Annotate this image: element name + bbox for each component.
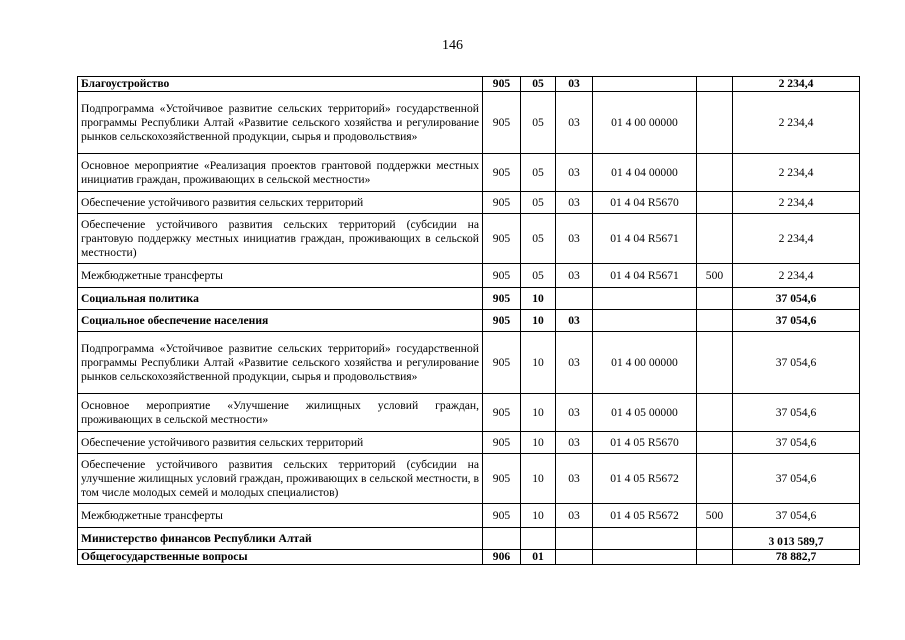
row-expense-type [697, 214, 733, 264]
row-ministry-code [483, 528, 521, 550]
row-amount: 37 054,6 [733, 394, 860, 432]
row-section-code: 05 [521, 214, 556, 264]
row-ministry-code: 905 [483, 332, 521, 394]
budget-table-body [78, 77, 860, 565]
budget-table [77, 76, 860, 565]
row-name: Основное мероприятие «Улучшение жилищных условий граждан, проживающих в сельской местности» [78, 394, 483, 432]
row-amount: 2 234,4 [733, 214, 860, 264]
row-expense-type [697, 288, 733, 310]
row-subsection-code: 03 [556, 394, 593, 432]
row-name: Общегосударственные вопросы [78, 550, 483, 565]
row-section-code: 05 [521, 192, 556, 214]
table-row [78, 332, 860, 394]
row-name: Основное мероприятие «Реализация проектов грантовой поддержки местных инициатив граждан, проживающих в сельской местности» [78, 154, 483, 192]
row-target-article [593, 550, 697, 565]
row-section-code: 05 [521, 264, 556, 288]
table-row [78, 154, 860, 192]
row-target-article: 01 4 05 R5672 [593, 504, 697, 528]
row-name: Социальное обеспечение населения [78, 310, 483, 332]
row-ministry-code: 905 [483, 288, 521, 310]
row-amount: 2 234,4 [733, 192, 860, 214]
row-ministry-code: 905 [483, 214, 521, 264]
row-section-code: 05 [521, 92, 556, 154]
row-subsection-code: 03 [556, 432, 593, 454]
row-target-article: 01 4 00 00000 [593, 332, 697, 394]
row-expense-type [697, 394, 733, 432]
row-expense-type [697, 432, 733, 454]
row-name: Обеспечение устойчивого развития сельских территорий (субсидии на улучшение жилищных условий граждан, проживающих в сельской местности, в том числе молодых семей и молодых специалистов) [78, 454, 483, 504]
row-subsection-code: 03 [556, 504, 593, 528]
row-subsection-code: 03 [556, 92, 593, 154]
row-expense-type [697, 154, 733, 192]
row-expense-type [697, 92, 733, 154]
row-subsection-code [556, 550, 593, 565]
row-name: Подпрограмма «Устойчивое развитие сельских территорий» государственной программы Республики Алтай «Развитие сельского хозяйства и регулирование рынков сельскохозяйственной продукции, сырья и продовольствия» [78, 332, 483, 394]
row-section-code: 10 [521, 310, 556, 332]
row-ministry-code: 905 [483, 154, 521, 192]
row-expense-type [697, 454, 733, 504]
row-ministry-code: 905 [483, 432, 521, 454]
row-expense-type [697, 528, 733, 550]
row-target-article [593, 288, 697, 310]
row-amount: 37 054,6 [733, 310, 860, 332]
row-expense-type [697, 550, 733, 565]
row-section-code: 10 [521, 288, 556, 310]
row-section-code: 10 [521, 504, 556, 528]
row-subsection-code: 03 [556, 192, 593, 214]
table-row [78, 504, 860, 528]
table-row [78, 192, 860, 214]
row-name: Социальная политика [78, 288, 483, 310]
row-amount: 37 054,6 [733, 332, 860, 394]
row-expense-type: 500 [697, 504, 733, 528]
row-target-article: 01 4 05 R5670 [593, 432, 697, 454]
row-ministry-code: 905 [483, 310, 521, 332]
row-subsection-code: 03 [556, 264, 593, 288]
row-section-code: 10 [521, 394, 556, 432]
row-target-article: 01 4 04 R5671 [593, 264, 697, 288]
table-row [78, 528, 860, 550]
row-section-code: 10 [521, 432, 556, 454]
row-target-article [593, 77, 697, 92]
row-expense-type [697, 192, 733, 214]
row-target-article [593, 528, 697, 550]
table-row [78, 310, 860, 332]
row-name: Министерство финансов Республики Алтай [78, 528, 483, 550]
row-section-code: 01 [521, 550, 556, 565]
row-ministry-code: 905 [483, 504, 521, 528]
row-section-code: 10 [521, 454, 556, 504]
table-row [78, 264, 860, 288]
row-expense-type [697, 310, 733, 332]
table-row [78, 77, 860, 92]
table-row [78, 432, 860, 454]
table-row [78, 288, 860, 310]
row-section-code: 10 [521, 332, 556, 394]
row-subsection-code: 03 [556, 154, 593, 192]
row-amount: 37 054,6 [733, 432, 860, 454]
row-expense-type [697, 332, 733, 394]
row-ministry-code: 905 [483, 394, 521, 432]
row-amount: 37 054,6 [733, 504, 860, 528]
row-section-code: 05 [521, 154, 556, 192]
row-target-article: 01 4 00 00000 [593, 92, 697, 154]
row-amount: 78 882,7 [733, 550, 860, 565]
row-amount: 2 234,4 [733, 154, 860, 192]
row-ministry-code: 905 [483, 264, 521, 288]
row-amount: 3 013 589,7 [733, 528, 860, 550]
row-name: Обеспечение устойчивого развития сельских территорий (субсидии на грантовую поддержку местных инициатив граждан, проживающих в сельской местности) [78, 214, 483, 264]
row-section-code: 05 [521, 77, 556, 92]
row-subsection-code: 03 [556, 77, 593, 92]
row-name: Межбюджетные трансферты [78, 264, 483, 288]
row-name: Межбюджетные трансферты [78, 504, 483, 528]
row-name: Благоустройство [78, 77, 483, 92]
row-ministry-code: 905 [483, 77, 521, 92]
row-subsection-code: 03 [556, 454, 593, 504]
table-row [78, 454, 860, 504]
row-subsection-code: 03 [556, 332, 593, 394]
row-target-article [593, 310, 697, 332]
row-target-article: 01 4 04 00000 [593, 154, 697, 192]
row-subsection-code: 03 [556, 310, 593, 332]
row-subsection-code [556, 288, 593, 310]
row-target-article: 01 4 05 00000 [593, 394, 697, 432]
row-section-code [521, 528, 556, 550]
row-name: Подпрограмма «Устойчивое развитие сельских территорий» государственной программы Республики Алтай «Развитие сельского хозяйства и регулирование рынков сельскохозяйственной продукции, сырья и продовольствия» [78, 92, 483, 154]
row-name: Обеспечение устойчивого развития сельских территорий [78, 432, 483, 454]
table-row [78, 550, 860, 565]
row-amount: 2 234,4 [733, 264, 860, 288]
row-ministry-code: 905 [483, 454, 521, 504]
row-ministry-code: 905 [483, 92, 521, 154]
row-target-article: 01 4 04 R5671 [593, 214, 697, 264]
table-row [78, 394, 860, 432]
row-amount: 2 234,4 [733, 77, 860, 92]
row-expense-type [697, 77, 733, 92]
row-ministry-code: 905 [483, 192, 521, 214]
row-amount: 37 054,6 [733, 288, 860, 310]
page-number: 146 [442, 38, 463, 53]
table-row [78, 214, 860, 264]
table-row [78, 92, 860, 154]
row-amount: 2 234,4 [733, 92, 860, 154]
row-ministry-code: 906 [483, 550, 521, 565]
row-subsection-code: 03 [556, 214, 593, 264]
row-target-article: 01 4 04 R5670 [593, 192, 697, 214]
row-target-article: 01 4 05 R5672 [593, 454, 697, 504]
row-subsection-code [556, 528, 593, 550]
row-name: Обеспечение устойчивого развития сельских территорий [78, 192, 483, 214]
row-amount: 37 054,6 [733, 454, 860, 504]
row-expense-type: 500 [697, 264, 733, 288]
